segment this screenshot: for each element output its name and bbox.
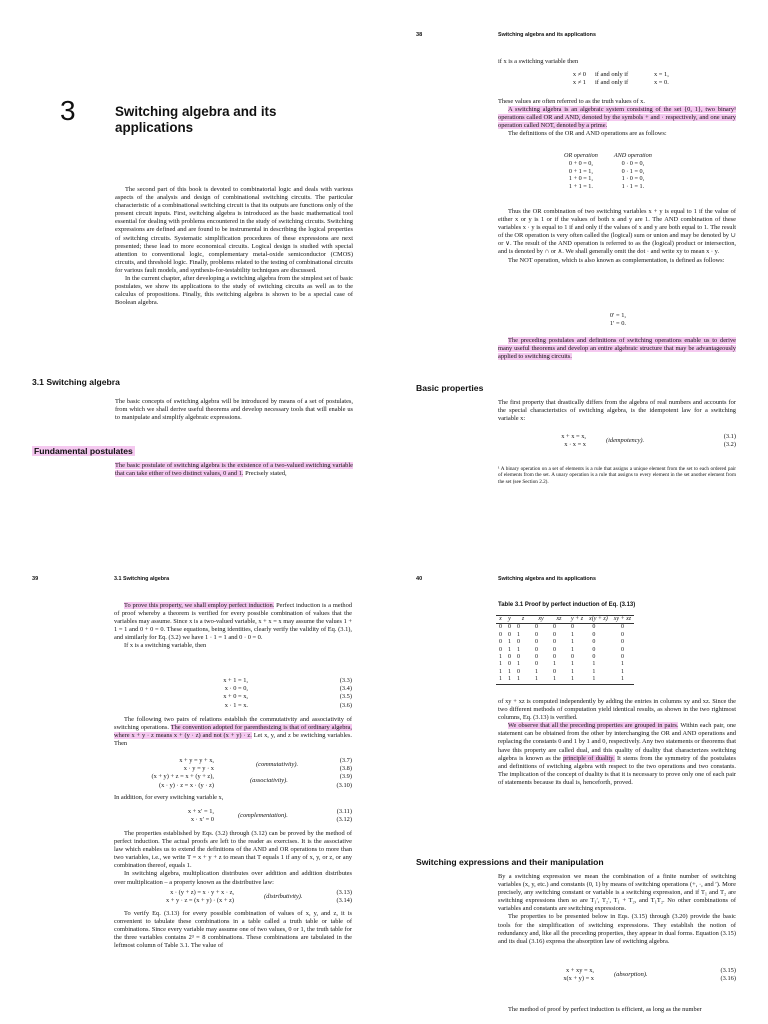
parenthesizing-highlight: The convention adopted for parenthesizing is that of ordinary algebra, where x + y · z means x + (y · z) and not (x + y) · z. <box>114 724 352 740</box>
table-row <box>556 183 660 191</box>
equation: x · y = y · x <box>183 765 214 773</box>
and-header: AND operation <box>613 152 652 159</box>
table-row <box>496 669 634 676</box>
equation: x + 0 = x, <box>223 693 248 701</box>
commutativity-intro: The following two pairs of relations establish the commutativity and associativity of switching operations. <box>114 716 352 732</box>
idempotency-equations <box>498 433 736 449</box>
equation-number: (3.1) <box>723 433 736 440</box>
table-row <box>556 168 660 176</box>
section-paragraph <box>115 398 353 422</box>
table-cell: 0 <box>553 639 556 646</box>
table-cell: 0 <box>620 624 624 631</box>
or-cell: 1 + 1 = 1. <box>568 183 593 191</box>
not-equation-2: 1′ = 0. <box>609 320 626 328</box>
equation-left: x · x = x <box>564 441 586 449</box>
equation-condition: if and only if <box>595 79 629 87</box>
table-cell: 1 <box>571 631 575 638</box>
table-row <box>496 654 634 661</box>
equation-number: (3.8) <box>339 765 352 773</box>
section-heading-switching-expressions: Switching expressions and their manipulation <box>416 857 604 867</box>
table-cell: 0 <box>535 639 538 646</box>
equation-left: x ≠ 0 <box>572 71 586 78</box>
equation-number: (3.11) <box>336 808 352 815</box>
table-row <box>496 632 634 639</box>
equation: (x + y) + z = x + (y + z), <box>151 773 214 781</box>
table-cell: 0 <box>592 654 596 661</box>
and-cell: 1 · 1 = 1. <box>621 183 645 191</box>
complementation-equations <box>114 808 352 824</box>
table-cell: 0 <box>535 646 538 653</box>
perfect-induction-paragraph <box>114 602 352 651</box>
table-cell: 0 <box>499 631 502 638</box>
table-cell: 1 <box>508 639 511 646</box>
equation-number: (3.4) <box>339 685 352 693</box>
table-cell: 0 <box>508 661 511 668</box>
definitions-intro: The definitions of the OR and AND operations are as follows: <box>508 130 667 138</box>
table-cell: 0 <box>553 646 556 653</box>
table-cell: 0 <box>535 631 538 638</box>
or-and-explanation <box>498 208 736 265</box>
or-header: OR operation <box>564 152 598 159</box>
running-head: Switching algebra and its applications <box>498 32 596 38</box>
table-cell: 1 <box>499 654 502 661</box>
verify-paragraph <box>114 910 352 950</box>
chapter-title-line2: applications <box>115 120 194 135</box>
equation-number: (3.13) <box>336 889 352 896</box>
column-header: y <box>508 616 511 622</box>
equation-row <box>498 71 736 79</box>
table-cell: 1 <box>517 676 520 683</box>
or-cell: 0 + 0 = 0, <box>568 159 593 167</box>
equation-number: (3.16) <box>720 975 736 983</box>
if-text: If x is a switching variable, then <box>124 642 207 650</box>
section-heading-basic-properties: Basic properties <box>416 383 484 393</box>
chapter-intro <box>115 186 353 307</box>
basic-properties-paragraph <box>498 399 736 423</box>
equation-number: (3.14) <box>336 897 352 905</box>
bottom-text: The method of proof by perfect induction is efficient, as long as the number <box>508 1006 702 1013</box>
page-chapter-opener <box>0 0 384 512</box>
bottom-paragraph <box>498 1006 736 1014</box>
equation: x + y = y + x, <box>179 757 214 764</box>
table-cell: 1 <box>571 668 575 675</box>
table-cell: 0 <box>508 654 511 661</box>
equation-left: x + x = x, <box>561 433 586 440</box>
footnote: ¹ A binary operation on a set of elements is a rule that assigns a unique element from the set to each ordered pair of elements from the set. A unary operation is a rule that assigns to every element in the set another element from the set (see Section 2.2). <box>498 466 736 485</box>
table-cell: 1 <box>571 661 575 668</box>
column-header: y + z <box>571 616 584 622</box>
or-cell: 0 + 1 = 1, <box>568 167 593 175</box>
expressions-paragraph <box>498 873 736 946</box>
table-cell: 1 <box>620 661 624 668</box>
table-row <box>496 624 634 632</box>
table-cell: 1 <box>553 661 556 668</box>
table-cell: 1 <box>535 676 538 683</box>
postulate-highlight: The basic postulate of switching algebra is the existence of a two-valued switching variable that can take either of two distinct values, 0 and 1. <box>115 462 353 478</box>
running-head: 3.1 Switching algebra <box>114 576 170 582</box>
addition-text <box>114 794 352 802</box>
column-header: x <box>499 616 502 622</box>
table-cell: 0 <box>499 646 502 653</box>
equation-name: (associativity). <box>250 777 288 784</box>
intro-paragraph-1: The second part of this book is devoted to combinatorial logic and deals with various aspects of the analysis and design of combinational switching circuits. The particular characteristic of a combinational switching circuit is that its outputs are functions only of the present circuit inputs. First, switching algebra is introduced as the basic mathematical tool essential for dealing with problems encountered in the study of switching circuits. Switching expressions are defined and are found to be instrumental in describing the logical properties of switching circuits. Systematic simplification procedures of these expressions are next presented; these lead to more economical circuits. Logical design is studied with special attention to conventional logic, complementary metal-oxide semiconductor (CMOS) circuits, and threshold logic. Finally, problems related to the testing of combinational circuits for various fault models, and synthesis-for-testability techniques are discussed. <box>115 186 353 274</box>
page-38 <box>384 0 768 512</box>
table-cell: 0 <box>571 654 575 661</box>
table-cell: 1 <box>508 646 511 653</box>
equation-number: (3.12) <box>336 816 352 824</box>
table-cell: 0 <box>517 639 520 646</box>
table-cell: 1 <box>571 676 575 683</box>
absorption-equations <box>498 967 736 983</box>
and-cell: 0 · 0 = 0, <box>621 159 645 167</box>
chapter-title <box>115 104 276 136</box>
definition-highlight: A switching algebra is an algebraic system consisting of the set {0, 1}, two binary¹ operations called OR and AND, denoted by the symbols + and · respectively, and one unary operation called NOT, denoted by a prime. <box>498 106 736 130</box>
equation-number: (3.15) <box>720 967 736 974</box>
distributive-intro: In switching algebra, multiplication distributes over addition and addition distributes over multiplication – a property known as the distributive law: <box>114 870 352 886</box>
properties-paragraph <box>114 830 352 887</box>
subsection-heading-fundamental-postulates: Fundamental postulates <box>34 446 133 456</box>
equation-name: (absorption). <box>614 971 648 978</box>
table-cell: 1 <box>517 631 520 638</box>
truth-values-text: These values are often referred to as the truth values of x. <box>498 98 645 105</box>
table-cell: 0 <box>553 624 556 631</box>
table-cell: 0 <box>553 654 556 661</box>
verify-text: To verify Eq. (3.13) for every possible combination of values of x, y, and z, it is convenient to tabulate these combinations in a table called a truth table or table of combinations. Since every variable may assume one of two values, 0 or 1, the truth table for the three variables contains 2³ = 8 combinations. These combinations are tabulated in the leftmost column of Table 3.1. The value of <box>114 910 352 950</box>
intro-paragraph-2: In the current chapter, after developing a switching algebra from the simplest set of basic postulates, we show its applications to the study of switching circuits as well as to the calculus of propositions. Finally, this switching algebra is shown to be a special case of Boolean algebra. <box>115 275 353 307</box>
table-cell: 0 <box>499 624 502 631</box>
equation: x + x′ = 1, <box>187 808 214 815</box>
expressions-text: By a switching expression we mean the combination of a finite number of switching variables (x, y, etc.) and constants (0, 1) by means of switching operations (+, ·, and ′). More precisely, any switching constant or variable is a switching expression, and if T₁ and T₂ are switching expressions then so are T₁′, T₂′, T₁ + T₂, and T₁T₂. No other combinations of variables and constants are switching expressions. <box>498 873 736 913</box>
equation-right: x = 1, <box>654 71 669 78</box>
equation: x + y · z = (x + y) · (x + z) <box>165 897 234 905</box>
table-cell: 1 <box>508 668 511 675</box>
page-number: 40 <box>416 576 423 582</box>
duality-after: It stems from the symmetry of the postulates and definitions of switching algebra with respect to the two operations and two constants. The implication of the concept of duality is that it is necessary to prove only one of each pair of statements because its dual is, henceforth, proved. <box>498 754 736 786</box>
equation: x · (y + z) = x · y + x · z, <box>170 889 234 896</box>
equation-number: (3.9) <box>339 773 352 781</box>
equation: x(x + y) = x <box>563 975 594 983</box>
duality-highlight-2: principle of duality. <box>563 754 615 762</box>
table-cell: 1 <box>499 661 502 668</box>
page-39 <box>0 512 384 1024</box>
duality-text: Within each pair, one statement can be obtained from the other by interchanging the OR and AND operations and replacing the constants 0 and 1 by 1 and 0, respectively. Any two statements or theorems that have this property are called dual, and this quality of duality that characterizes switching algebra is known as the <box>498 722 736 762</box>
perfect-induction-rest: Perfect induction is a method of proof whereby a theorem is verified for every possible combination of values that the variables may assume. Since x is a two-valued variable, x + x = x may assume the values 1 + 1 = 1 and 0 + 0 = 0. These equations, being identities, clearly verify the validity of Eq. (3.1), and similarly for Eq. (3.2) we have 1 · 1 = 1 and 0 · 0 = 0. <box>114 602 352 642</box>
table-cell: 1 <box>592 676 596 683</box>
postulates-highlight: The preceding postulates and definitions of switching operations enable us to derive many useful theorems and develop an entire algebraic structure that may be advantageously applied to switching circuits. <box>498 337 736 361</box>
equation-number: (3.6) <box>339 701 352 709</box>
section-heading-switching-algebra: 3.1 Switching algebra <box>32 377 120 387</box>
postulate-rest: Precisely stated, <box>243 470 287 478</box>
table-cell: 1 <box>553 676 556 683</box>
column-header: xz <box>556 616 562 622</box>
equation-name: (complementation). <box>238 812 288 819</box>
table-row <box>496 676 634 684</box>
table-cell: 0 <box>517 654 520 661</box>
duality-highlight-1: We observe that all the preceding properties are grouped in pairs. <box>508 722 679 730</box>
identity-equations <box>114 677 352 710</box>
equation: x · x′ = 0 <box>190 816 214 824</box>
equation: (x · y) · z = x · (y · z) <box>158 781 214 789</box>
or-cell: 1 + 0 = 1, <box>568 175 593 183</box>
equation-number: (3.3) <box>339 677 352 684</box>
table-cell: 0 <box>553 631 556 638</box>
table-cell: 0 <box>592 639 596 646</box>
table-cell: 0 <box>620 631 624 638</box>
column-header: xy + xz <box>613 616 632 622</box>
table-cell: 1 <box>499 676 502 683</box>
equation-left: x ≠ 1 <box>572 79 586 87</box>
table-cell: 0 <box>571 624 575 631</box>
equation-right: x = 0. <box>654 79 669 87</box>
equation-number: (3.2) <box>723 441 736 449</box>
table-cell: 0 <box>592 631 596 638</box>
equation: x + xy = x, <box>566 967 594 974</box>
table-cell: 0 <box>517 668 520 675</box>
page-40 <box>384 512 768 1024</box>
preceding-postulates <box>498 337 736 361</box>
equation-number: (3.5) <box>339 693 352 701</box>
idempotent-intro: The first property that drastically differs from the algebra of real numbers and accounts for the special characteristics of switching algebra, is the idempotent law for a switching variable x: <box>498 399 736 423</box>
or-and-paragraph: Thus the OR combination of two switching variables x + y is equal to 1 if the value of either x or y is 1 or if the values of both x and y are 1. The AND combination of these variables x · y is equal to 1 if and only if the values of x and y are both equal to 1. The result of the OR operation is very often called the (logical) sum or union and may be denoted by ∪ or ∨. The result of the AND operation is referred to as the (logical) product or intersection, and is denoted by ∩ or ∧. We shall generally omit the dot · and write xy to mean x · y. <box>498 208 736 256</box>
page-number: 38 <box>416 32 423 38</box>
table-cell: 1 <box>620 668 624 675</box>
lead-text <box>498 58 736 66</box>
table-cell: 1 <box>508 676 511 683</box>
truth-table <box>496 615 634 685</box>
table-row <box>556 160 660 168</box>
table-cell: 0 <box>499 639 502 646</box>
commutativity-after: Let x, y, and z be switching variables. Then <box>114 732 353 748</box>
table-cell: 0 <box>517 624 520 631</box>
table-row <box>496 639 634 646</box>
column-header: xy <box>538 616 544 622</box>
commutativity-paragraph <box>114 716 352 748</box>
distributivity-equations <box>114 889 352 905</box>
table-cell: 1 <box>517 646 520 653</box>
equation-name: (distributivity). <box>264 893 303 900</box>
equation: x · 1 = x. <box>224 701 248 709</box>
truth-value-equations <box>498 71 736 87</box>
column-header: x(y + z) <box>589 616 608 622</box>
table-cell: 1 <box>517 661 520 668</box>
equation-name: (idempotency). <box>606 437 645 444</box>
table-cell: 0 <box>535 624 538 631</box>
perfect-induction-highlight: To prove this property, we shall employ perfect induction. <box>124 602 275 609</box>
table-cell: 1 <box>535 668 538 675</box>
chapter-number: 3 <box>60 95 76 126</box>
table-row <box>496 661 634 668</box>
table-cell: 0 <box>553 668 556 675</box>
table-cell: 1 <box>499 668 502 675</box>
simplification-text: The properties to be presented below in Eqs. (3.15) through (3.20) provide the basic tools for the simplification of switching expressions. They establish the notion of redundancy and, like all the preceding properties, they appear in dual forms. Equation (3.15) and its dual (3.16) express the absorption law of switching algebra. <box>498 913 736 945</box>
table-cell: 0 <box>620 646 624 653</box>
properties-text: The properties established by Eqs. (3.2) through (3.12) can be proved by the method of perfect induction. The actual proofs are left to the reader as exercises. It is the associative law which enables us to extend the definitions of the AND and OR operations to more than two variables, i.e., we write T = x + y + z to mean that T equals 1 if any of x, y, or z, or any combination thereof, equals 1. <box>114 830 352 870</box>
and-cell: 0 · 1 = 0, <box>621 167 645 175</box>
addition-sentence: In addition, for every switching variable x, <box>114 794 224 801</box>
table-row <box>496 647 634 654</box>
chapter-title-line1: Switching algebra and its <box>115 104 277 119</box>
table-cell: 0 <box>592 624 596 631</box>
page-number: 39 <box>32 576 39 582</box>
table-cell: 0 <box>508 624 511 631</box>
equation-number: (3.10) <box>336 781 352 789</box>
switching-algebra-definition <box>498 98 736 138</box>
and-cell: 1 · 0 = 0, <box>621 175 645 183</box>
or-and-table <box>556 152 660 191</box>
table-cell: 1 <box>571 646 575 653</box>
equation: x + 1 = 1, <box>223 677 248 684</box>
table-cell: 1 <box>592 668 596 675</box>
equation-condition: if and only if <box>595 71 629 78</box>
equation-name: (commutativity). <box>256 761 299 768</box>
table-cell: 0 <box>508 631 511 638</box>
running-head: Switching algebra and its applications <box>498 576 596 582</box>
after-table-paragraph <box>498 698 736 787</box>
equation-number: (3.7) <box>339 757 352 764</box>
table-cell: 0 <box>620 654 624 661</box>
table-header-row <box>496 616 634 624</box>
table-row <box>556 175 660 183</box>
postulate-paragraph <box>115 462 353 478</box>
after-table-text: of xy + xz is computed independently by adding the entries in columns xy and xz. Since the two different methods of computation yield identical results, as shown in the two rightmost columns, Eq. (3.13) is verified. <box>498 698 736 722</box>
table-cell: 1 <box>620 676 624 683</box>
table-cell: 0 <box>592 646 596 653</box>
section-intro-text: The basic concepts of switching algebra will be introduced by means of a set of postulates, from which we shall derive useful theorems and develop necessary tools that will enable us to manipulate and simplify algebraic expressions. <box>115 398 353 422</box>
table-cell: 1 <box>592 661 596 668</box>
column-header: z <box>521 616 525 622</box>
table-cell: 0 <box>535 661 538 668</box>
not-paragraph: The NOT operation, which is also known as complementation, is defined as follows: <box>508 256 725 264</box>
table-cell: 0 <box>535 654 538 661</box>
lead-sentence: if x is a switching variable then <box>498 58 579 65</box>
table-cell: 0 <box>620 639 624 646</box>
not-equations <box>498 312 736 328</box>
truth-table-body <box>496 624 634 684</box>
equation: x · 0 = 0, <box>224 685 248 693</box>
table-cell: 1 <box>571 639 575 646</box>
equation-row <box>498 79 736 87</box>
commutativity-associativity-equations <box>114 757 352 790</box>
not-equation-1: 0′ = 1, <box>609 312 626 319</box>
table-caption: Table 3.1 Proof by perfect induction of Eq. (3.13) <box>498 602 636 608</box>
